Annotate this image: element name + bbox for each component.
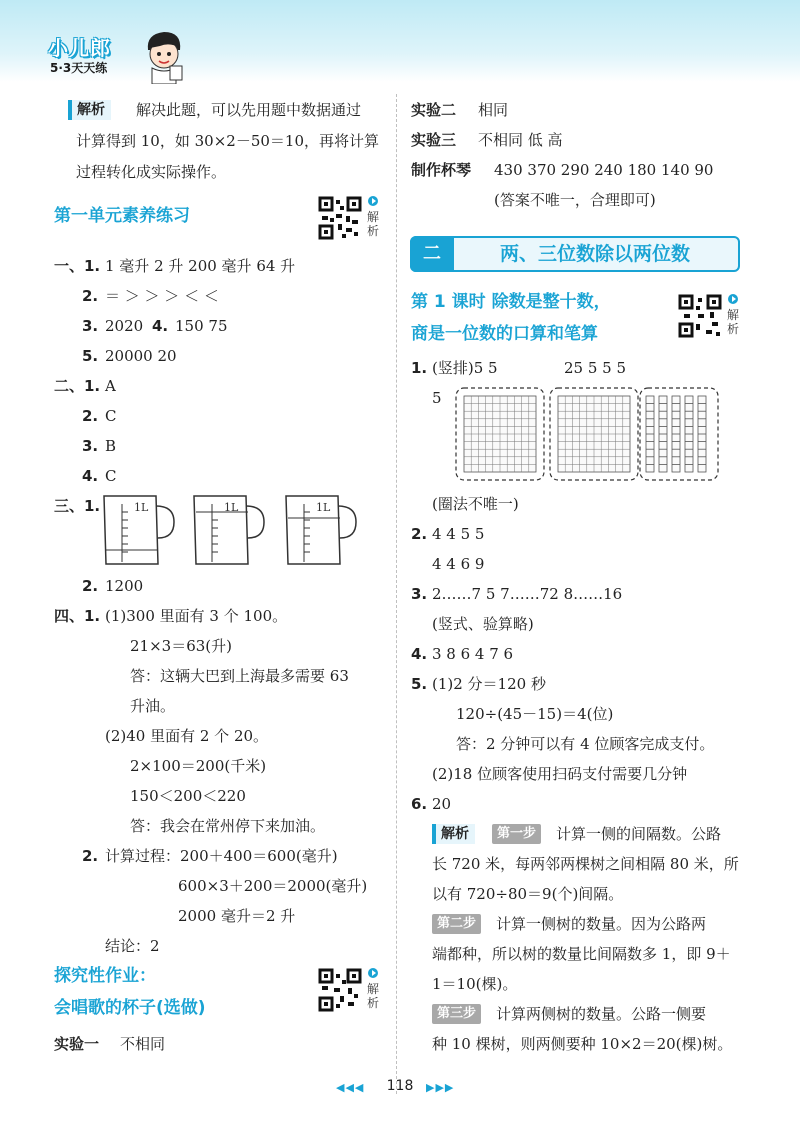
unit-number: 二 bbox=[410, 236, 454, 272]
answer: (2)40 里面有 2 个 20。 bbox=[105, 727, 269, 745]
qr-code-icon[interactable] bbox=[678, 294, 722, 338]
analysis-text-line: 1＝10(棵)。 bbox=[432, 975, 518, 993]
cup-label: 1L bbox=[134, 501, 149, 514]
answer: (1)2 分＝120 秒 bbox=[432, 675, 546, 693]
answer: 5 bbox=[432, 389, 442, 407]
analysis-text-line: 以有 720÷80＝9(个)间隔。 bbox=[432, 885, 624, 903]
next-arrows-icon: ▶▶▶ bbox=[426, 1081, 455, 1094]
measuring-cup-2 bbox=[190, 492, 280, 568]
analysis-text-line: 种 10 棵树，则两侧要种 10×2＝20(棵)树。 bbox=[432, 1035, 733, 1053]
q-num: 2. bbox=[82, 287, 99, 305]
note: (答案不唯一，合理即可) bbox=[494, 191, 656, 209]
answer: 答：2 分钟可以有 4 位顾客完成支付。 bbox=[456, 735, 715, 753]
answer: 4 4 5 5 bbox=[432, 525, 485, 543]
section-title-explore: 探究性作业： bbox=[54, 966, 156, 986]
unit-title: 两、三位数除以两位数 bbox=[499, 243, 690, 265]
analysis-label: 解析 bbox=[432, 824, 475, 844]
answer: 2000 毫升＝2 升 bbox=[178, 907, 296, 925]
answer: 升油。 bbox=[130, 697, 176, 715]
q-num: 3. bbox=[82, 317, 99, 335]
experiment-label: 制作杯琴 bbox=[411, 161, 472, 179]
answer: C bbox=[105, 467, 117, 485]
q-num: 2. bbox=[411, 525, 428, 543]
analysis-text-line: 计算一侧树的数量。因为公路两 bbox=[496, 915, 707, 933]
analysis-text-line: 端都种，所以树的数量比间隔数多 1，即 9＋ bbox=[432, 945, 731, 963]
note: (圈法不唯一) bbox=[432, 495, 519, 513]
experiment-label: 实验一 bbox=[54, 1035, 100, 1053]
q-num: 一、1. bbox=[54, 257, 101, 275]
answer: 计算过程：200＋400＝600(毫升) bbox=[105, 847, 338, 865]
qr-code-icon[interactable] bbox=[318, 968, 362, 1012]
answer: 答：这辆大巴到上海最多需要 63 bbox=[130, 667, 349, 685]
q-num: 3. bbox=[82, 437, 99, 455]
q-num: 4. bbox=[152, 317, 169, 335]
answer: (竖式、验算略) bbox=[432, 615, 534, 633]
cup-label: 1L bbox=[316, 501, 331, 514]
step-badge: 第三步 bbox=[432, 1004, 481, 1024]
play-icon bbox=[368, 196, 378, 206]
analysis-label: 解析 bbox=[68, 100, 111, 120]
analysis-text-line: 解决此题，可以先用题中数据通过 bbox=[136, 101, 362, 119]
lesson-title-line1: 第 1 课时 除数是整十数， bbox=[411, 292, 611, 312]
section-title-cups: 会唱歌的杯子(选做) bbox=[54, 998, 206, 1018]
mascot-icon bbox=[140, 28, 188, 84]
answer: 20000 20 bbox=[105, 347, 177, 365]
answer: (1)300 里面有 3 个 100。 bbox=[105, 607, 288, 625]
answer: 4 4 6 9 bbox=[432, 555, 485, 573]
analysis-text-line: 计算一侧的间隔数。公路 bbox=[556, 825, 722, 843]
answer: (竖排)5 5 bbox=[432, 359, 498, 377]
measuring-cup-3 bbox=[282, 492, 372, 568]
experiment-value: 不相同 低 高 bbox=[478, 131, 563, 149]
q-num: 1. bbox=[411, 359, 428, 377]
q-num: 三、1. bbox=[54, 497, 101, 515]
answer: A bbox=[105, 377, 116, 395]
step-badge: 第二步 bbox=[432, 914, 481, 934]
qr-label: 解析 bbox=[367, 982, 380, 1010]
q-num: 四、1. bbox=[54, 607, 101, 625]
experiment-label: 实验三 bbox=[411, 131, 457, 149]
q-num: 二、1. bbox=[54, 377, 101, 395]
answer: B bbox=[105, 437, 117, 455]
hundred-blocks-figure bbox=[454, 384, 720, 484]
q-num: 2. bbox=[82, 847, 99, 865]
step-badge: 第一步 bbox=[492, 824, 541, 844]
analysis-text-line: 计算得到 10，如 30×2－50＝10，再将计算 bbox=[76, 132, 379, 150]
answer: 21×3＝63(升) bbox=[130, 637, 232, 655]
experiment-value: 430 370 290 240 180 140 90 bbox=[494, 161, 714, 179]
analysis-text-line: 长 720 米，每两邻两棵树之间相隔 80 米，所 bbox=[432, 855, 739, 873]
q-num: 5. bbox=[411, 675, 428, 693]
play-icon bbox=[728, 294, 738, 304]
q-num: 2. bbox=[82, 577, 99, 595]
analysis-text-line: 计算两侧树的数量。公路一侧要 bbox=[496, 1005, 707, 1023]
answer: 150＜200＜220 bbox=[130, 787, 246, 805]
answer: 120÷(45－15)＝4(位) bbox=[456, 705, 614, 723]
measuring-cup-1 bbox=[100, 492, 190, 568]
lesson-title-line2: 商是一位数的口算和笔算 bbox=[411, 324, 598, 344]
answer: 答：我会在常州停下来加油。 bbox=[130, 817, 326, 835]
experiment-value: 不相同 bbox=[120, 1035, 166, 1053]
column-divider bbox=[396, 94, 397, 1094]
q-num: 5. bbox=[82, 347, 99, 365]
logo-title: 小儿郎 bbox=[48, 36, 111, 60]
q-num: 4. bbox=[82, 467, 99, 485]
qr-label: 解析 bbox=[727, 308, 740, 336]
q-num: 3. bbox=[411, 585, 428, 603]
answer: 2×100＝200(千米) bbox=[130, 757, 267, 775]
logo-subtitle: 5·3天天练 bbox=[50, 61, 108, 75]
experiment-label: 实验二 bbox=[411, 101, 457, 119]
qr-code-icon[interactable] bbox=[318, 196, 362, 240]
experiment-value: 相同 bbox=[478, 101, 509, 119]
q-num: 4. bbox=[411, 645, 428, 663]
answer: 1200 bbox=[105, 577, 144, 595]
q-num: 6. bbox=[411, 795, 428, 813]
logo bbox=[48, 32, 168, 92]
answer: 2020 bbox=[105, 317, 144, 335]
answer: 600×3＋200＝2000(毫升) bbox=[178, 877, 368, 895]
answer: 结论：2 bbox=[105, 937, 160, 955]
answer: 25 5 5 5 bbox=[564, 359, 627, 377]
answer: 3 8 6 4 7 6 bbox=[432, 645, 514, 663]
answer: C bbox=[105, 407, 117, 425]
play-icon bbox=[368, 968, 378, 978]
answer: 2……7 5 7……72 8……16 bbox=[432, 585, 623, 603]
q-num: 2. bbox=[82, 407, 99, 425]
prev-arrows-icon: ◀◀◀ bbox=[336, 1081, 365, 1094]
answer: (2)18 位顾客使用扫码支付需要几分钟 bbox=[432, 765, 688, 783]
qr-label: 解析 bbox=[367, 210, 380, 238]
cup-label: 1L bbox=[224, 501, 239, 514]
answer: 20 bbox=[432, 795, 452, 813]
page-number: 118 bbox=[386, 1078, 414, 1094]
section-title-unit1: 第一单元素养练习 bbox=[54, 206, 190, 226]
answer: ＝ ＞ ＞ ＞ ＜ ＜ bbox=[105, 287, 219, 305]
answer: 150 75 bbox=[175, 317, 228, 335]
answer: 1 毫升 2 升 200 毫升 64 升 bbox=[105, 257, 296, 275]
analysis-text-line: 过程转化成实际操作。 bbox=[76, 163, 227, 181]
